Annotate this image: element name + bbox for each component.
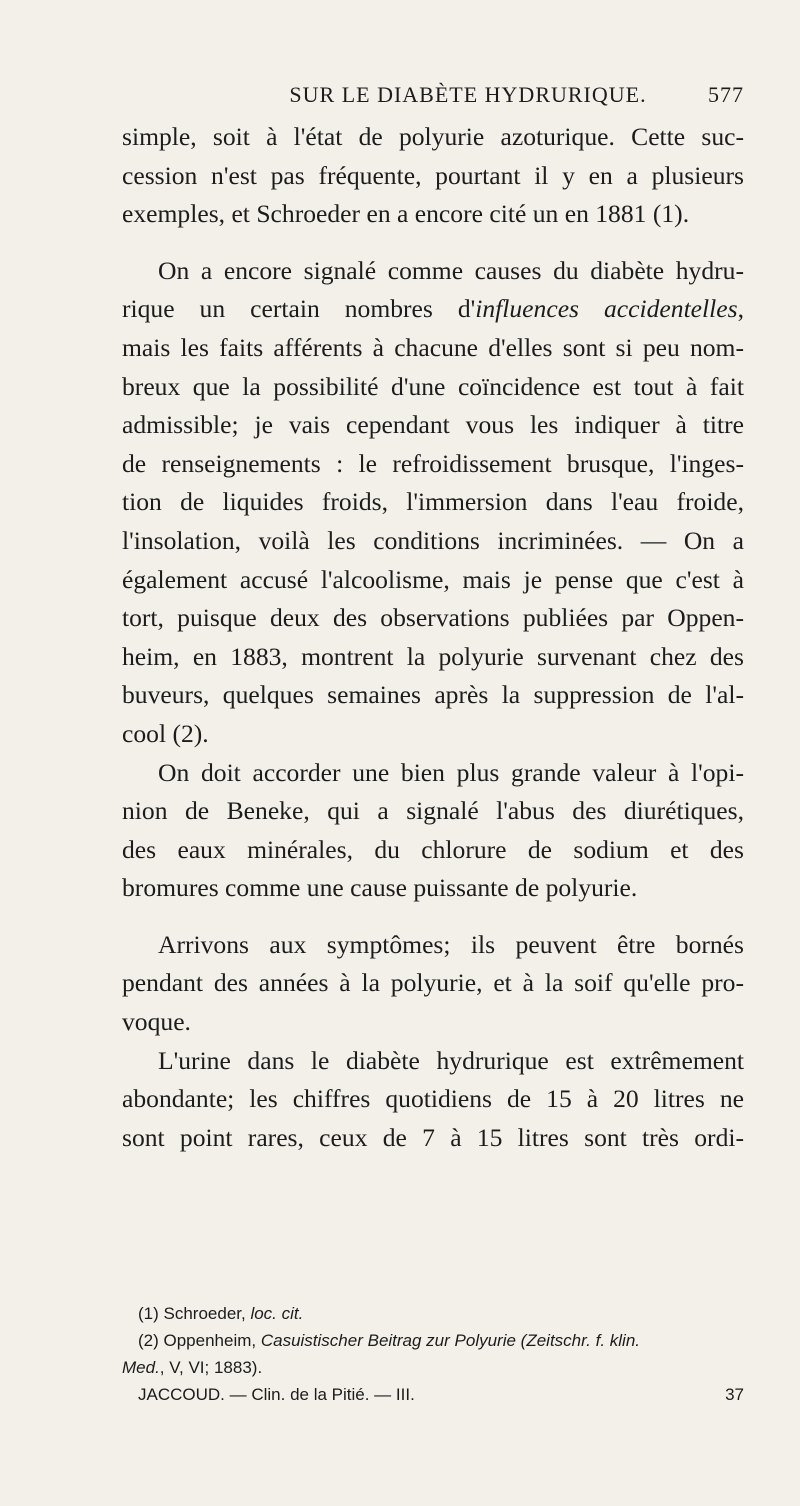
text-line: On doit accorder une bien plus grande valeur à l'opi- <box>158 757 744 787</box>
text-line: buveurs, quelques semaines après la suppression de l'al- <box>122 680 744 710</box>
signature-number: 37 <box>725 1385 744 1404</box>
paragraph <box>122 252 744 754</box>
footnote-text: (2) Oppenheim, <box>138 1331 261 1350</box>
text-line: On a encore signalé comme causes du diabète hydru- <box>158 255 744 285</box>
text-line: voque. <box>122 1007 191 1037</box>
text-line: également accusé l'alcoolisme, mais je pense que c'est à <box>122 564 744 594</box>
page-number: 577 <box>708 82 744 107</box>
italic-phrase: influences accidentelles <box>475 294 738 324</box>
text-line: abondante; les chiffres quotidiens de 15 à 20 litres ne <box>122 1084 744 1114</box>
footnote-italic: loc. cit. <box>250 1304 304 1323</box>
paragraph <box>122 926 744 1042</box>
text-line: admissible; je vais cependant vous les indiquer à titre <box>122 410 744 440</box>
footnote-italic: Med. <box>122 1358 160 1377</box>
footnotes <box>122 1300 744 1408</box>
paragraph <box>122 118 744 234</box>
text-line: nion de Beneke, qui a signalé l'abus des diurétiques, <box>122 796 744 826</box>
text-line: tion de liquides froids, l'immersion dans l'eau froide, <box>122 487 744 517</box>
signature-line <box>138 1381 744 1408</box>
paragraph <box>122 754 744 908</box>
text-line: simple, soit à l'état de polyurie azoturique. Cette suc- <box>122 122 744 151</box>
footnote-2-continuation <box>122 1354 744 1381</box>
paragraph <box>122 1042 744 1158</box>
footnote-text: , V, VI; 1883). <box>159 1358 263 1377</box>
footnote-2 <box>138 1327 744 1354</box>
text-fragment: rique un certain nombres d' <box>122 294 476 324</box>
text-line: de renseignements : le refroidissement brusque, l'inges- <box>122 448 744 478</box>
text-line: mais les faits afférents à chacune d'elles sont si peu nom- <box>122 332 744 362</box>
text-line: bromures comme une cause puissante de polyurie. <box>122 873 638 903</box>
running-head <box>122 82 744 112</box>
body-text <box>122 118 744 1157</box>
text-line <box>122 290 744 329</box>
footnote-text: (1) Schroeder, <box>138 1304 251 1323</box>
text-line: Arrivons aux symptômes; ils peuvent être bornés <box>158 929 744 959</box>
text-line: breux que la possibilité d'une coïncidence est tout à fait <box>122 371 744 401</box>
text-line: cession n'est pas fréquente, pourtant il y en a plusieurs <box>122 160 744 190</box>
text-line: cool (2). <box>122 718 209 748</box>
footnote-italic: Casuistischer Beitrag zur Polyurie (Zeitschr. f. klin. <box>260 1331 640 1350</box>
text-line: tort, puisque deux des observations publiées par Oppen- <box>122 603 744 633</box>
text-line: heim, en 1883, montrent la polyurie survenant chez des <box>122 641 744 671</box>
text-line: exemples, et Schroeder en a encore cité un en 1881 (1). <box>122 199 690 229</box>
footnote-1 <box>138 1300 744 1327</box>
running-title: SUR LE DIABÈTE HYDRURIQUE. <box>289 82 647 107</box>
text-line: L'urine dans le diabète hydrurique est extrêmement <box>158 1045 744 1075</box>
text-line: l'insolation, voilà les conditions incriminées. — On a <box>122 525 744 555</box>
text-line: sont point rares, ceux de 7 à 15 litres sont très ordi- <box>122 1122 744 1152</box>
text-line: des eaux minérales, du chlorure de sodium et des <box>122 834 744 864</box>
text-line: pendant des années à la polyurie, et à la soif qu'elle pro- <box>122 968 744 998</box>
signature-text: JACCOUD. — Clin. de la Pitié. — III. <box>138 1385 415 1404</box>
text-fragment: , <box>737 294 744 324</box>
